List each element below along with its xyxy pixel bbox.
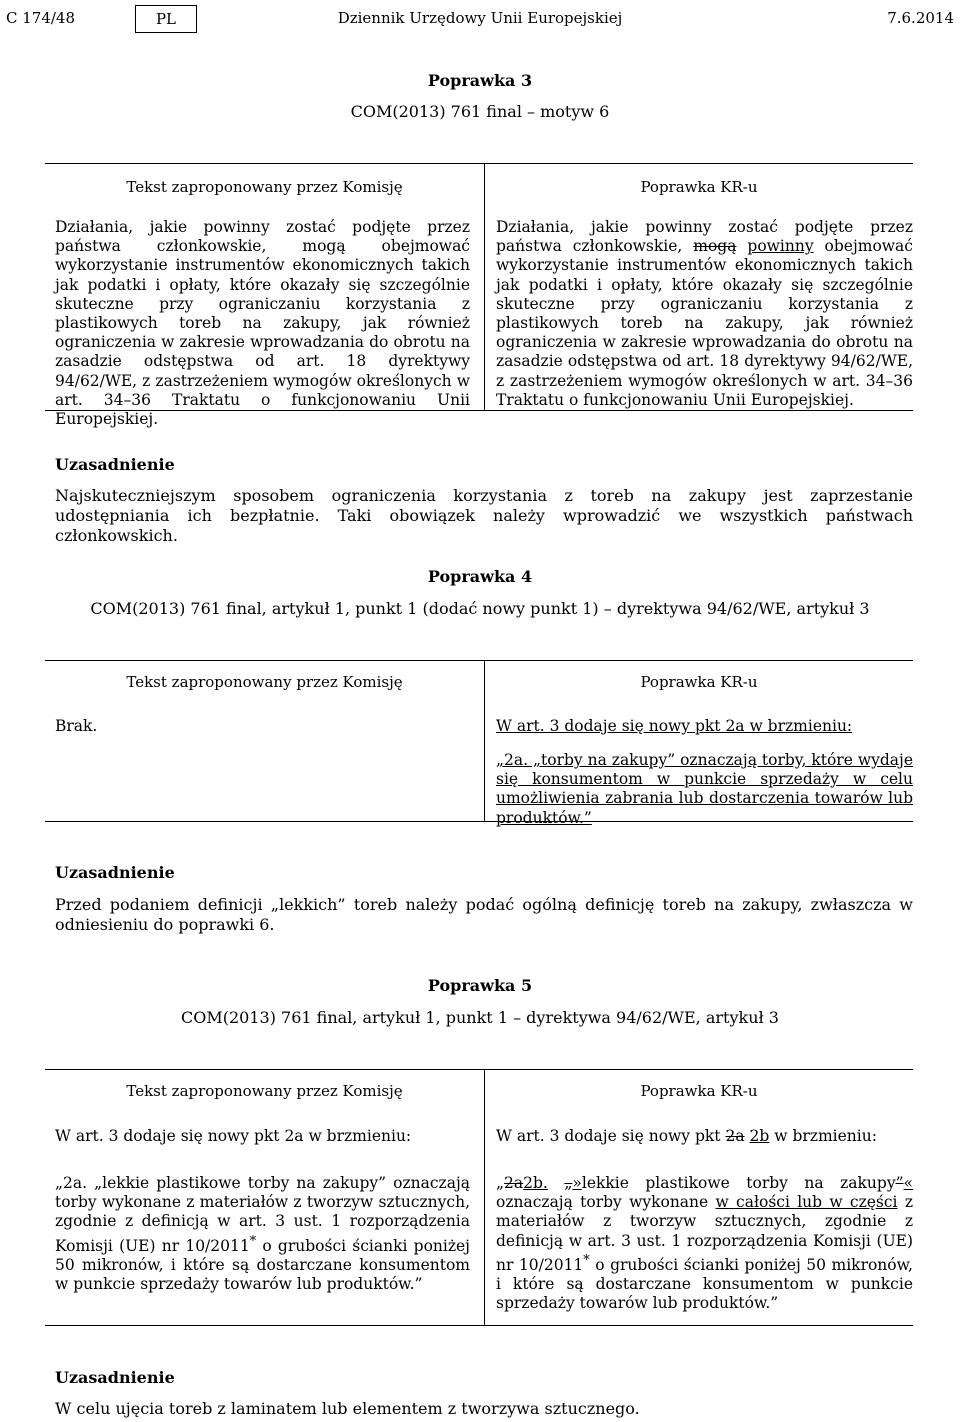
commission-text: Brak. [55,717,98,735]
amendment-4-table [45,660,913,827]
column-header-cor: Poprawka KR-u [640,1082,758,1100]
justification-3-heading: Uzasadnienie [55,455,175,474]
footnote-marker: * [583,1252,590,1268]
amendment-3-title: Poprawka 3 [427,71,533,90]
footnote-marker: * [249,1233,257,1249]
page-header [0,5,960,31]
amendment-5-title: Poprawka 5 [427,976,533,995]
cor-amendment-intro: W art. 3 dodaje się nowy pkt 2a 2b w brzmieniu: [496,1127,877,1145]
cor-amendment-definition: „2a. „torby na zakupy” oznaczają torby, które wydaje się konsumentom w punkcie sprzedaży w celu umożliwienia zabrania lub dostarczenia towarów lub produktów.” [496,751,913,827]
column-header-commission: Tekst zaproponowany przez Komisję [126,673,403,691]
amendment-4-title: Poprawka 4 [427,567,533,586]
language-badge: PL [135,5,197,33]
column-header-cor: Poprawka KR-u [640,178,758,196]
amendment-5-subtitle: COM(2013) 761 final, artykuł 1, punkt 1 – dyrektywa 94/62/WE, artykuł 3 [181,1008,779,1027]
justification-5-text: W celu ujęcia toreb z laminatem lub elementem z tworzywa sztucznego. [55,1399,640,1418]
deleted-text: 2a [725,1127,745,1145]
amendment-4-subtitle: COM(2013) 761 final, artykuł 1, punkt 1 (dodać nowy punkt 1) – dyrektywa 94/62/WE, artykuł 3 [90,599,870,618]
inserted-text: 2b [749,1127,770,1145]
amendment-3-table [45,163,913,429]
column-header-commission: Tekst zaproponowany przez Komisję [126,178,403,196]
deleted-text: mogą [693,237,737,256]
amendment-5-table [45,1069,913,1326]
commission-text: Działania, jakie powinny zostać podjęte przez państwa członkowskie, mogą obejmować wykorzystanie instrumentów ekonomicznych takich jak podatki i opłaty, które okazały się szczególnie skuteczne przy ograniczaniu korzystania z plastikowych toreb na zakupy, jak również ograniczenia w zakresie wprowadzania do obrotu na zasadzie odstępstwa od art. 18 dyrektywy 94/62/WE, z zastrzeżeniem wymogów określonych w art. 34–36 Traktatu o funkcjonowaniu Unii Europejskiej. [55,218,470,429]
publication-date: 7.6.2014 [887,9,954,27]
inserted-text: 2b. [523,1174,548,1192]
inserted-text: » [572,1174,582,1192]
justification-4-heading: Uzasadnienie [55,863,175,882]
oj-reference: C 174/48 [6,9,76,27]
inserted-text: powinny [747,237,814,256]
justification-5-heading: Uzasadnienie [55,1368,175,1387]
deleted-text: 2a [504,1174,524,1192]
column-header-commission: Tekst zaproponowany przez Komisję [126,1082,403,1100]
amendment-3-subtitle: COM(2013) 761 final – motyw 6 [350,102,610,121]
cor-amendment-text: Działania, jakie powinny zostać podjęte przez państwa członkowskie, mogą powinny obejmować wykorzystanie instrumentów ekonomicznych takich jak podatki i opłaty, które okazały się szczególnie skuteczne przy ograniczaniu korzystania z plastikowych toreb na zakupy, jak również ograniczenia w zakresie wprowadzania do obrotu na zasadzie odstępstwa od art. 18 dyrektywy 94/62/WE, z zastrzeżeniem wymogów określonych w art. 34–36 Traktatu o funkcjonowaniu Unii Europejskiej. [496,218,913,409]
journal-title: Dziennik Urzędowy Unii Europejskiej [337,9,623,27]
justification-4-text: Przed podaniem definicji „lekkich” toreb należy podać ogólną definicję toreb na zakupy, zwłaszcza w odniesieniu do poprawki 6. [55,895,913,934]
inserted-text: « [903,1174,913,1192]
commission-definition: „2a. „lekkie plastikowe torby na zakupy” oznaczają torby wykonane z materiałów z tworzyw sztucznych, zgodnie z definicją w art. 3 ust. 1 rozporządzenia Komisji (UE) nr 10/2011* o grubości ścianki poniżej 50 mikronów, i które są dostarczane konsumentom w punkcie sprzedaży towarów lub produktów.” [55,1174,470,1294]
cor-amendment-intro: W art. 3 dodaje się nowy pkt 2a w brzmieniu: [496,717,853,735]
deleted-text: „ [564,1174,573,1192]
justification-3-text: Najskuteczniejszym sposobem ograniczenia korzystania z toreb na zakupy jest zaprzestanie udostępniania ich bezpłatnie. Taki obowiązek należy wprowadzić we wszystkich państwach członkowskich. [55,486,913,545]
column-divider [484,1070,485,1325]
commission-intro: W art. 3 dodaje się nowy pkt 2a w brzmieniu: [55,1127,412,1145]
column-header-cor: Poprawka KR-u [640,673,758,691]
deleted-text: ” [895,1174,904,1192]
column-divider [484,164,485,410]
cor-amendment-definition: „2a2b. „»lekkie plastikowe torby na zakupy”« oznaczają torby wykonane w całości lub w części z materiałów z tworzyw sztucznych, zgodnie z definicją w art. 3 ust. 1 rozporządzenia Komisji (UE) nr 10/2011* o grubości ścianki poniżej 50 mikronów, i które są dostarczane konsumentom w punkcie sprzedaży towarów lub produktów.” [496,1174,913,1313]
inserted-text: w całości lub w części [715,1193,898,1212]
